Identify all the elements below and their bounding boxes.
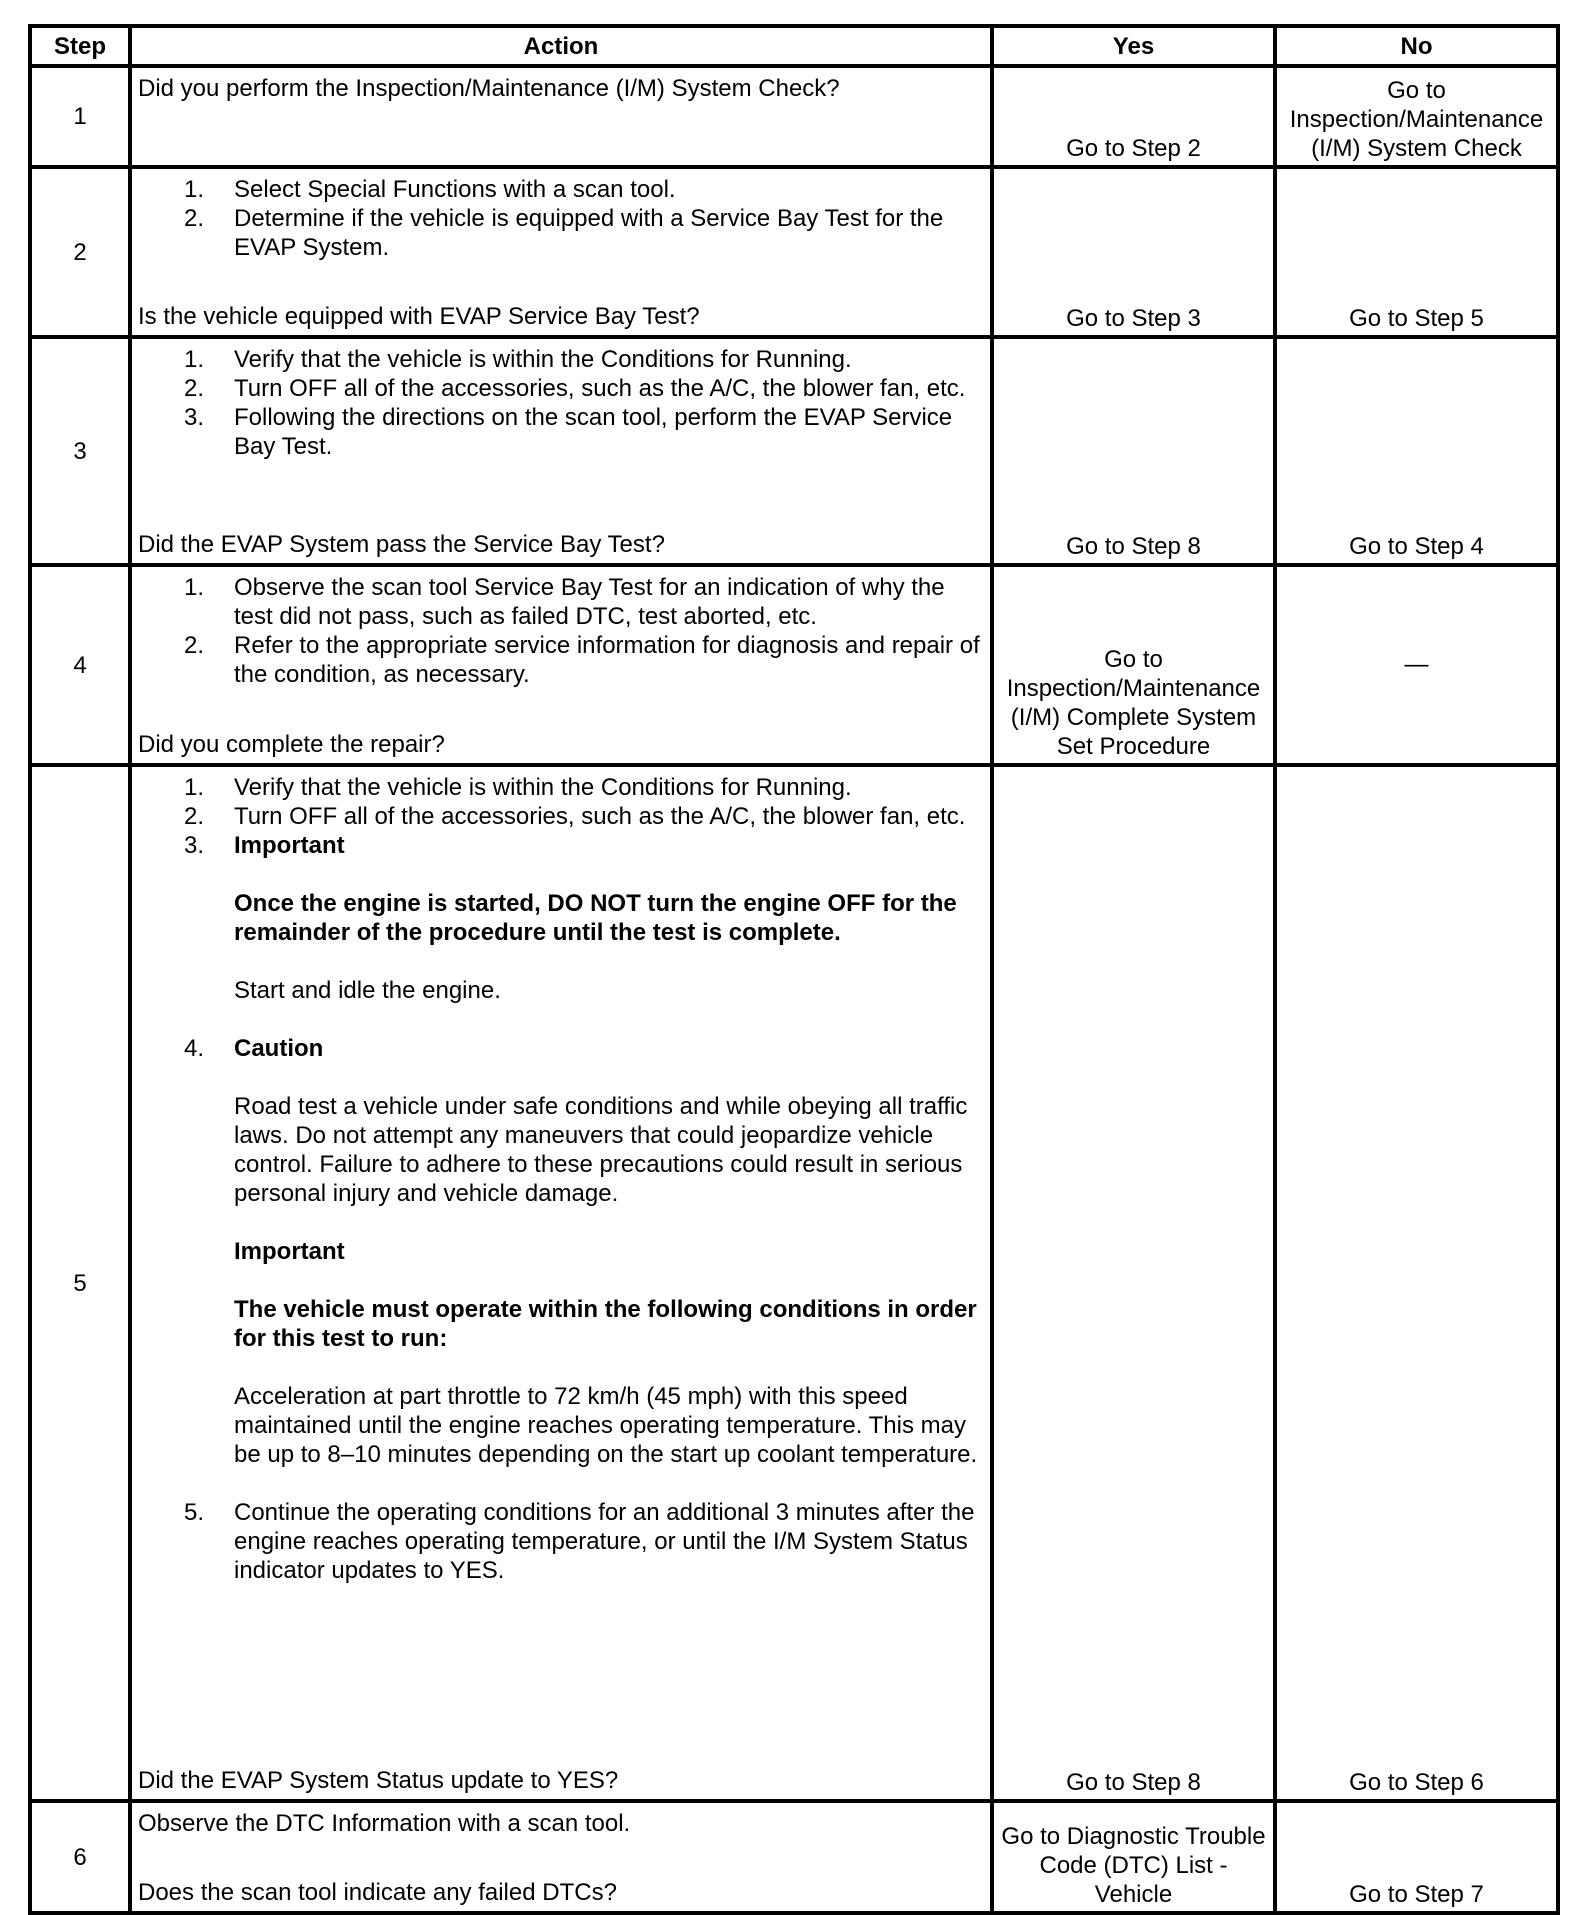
step-number: 2: [30, 167, 130, 337]
list-number: 3.: [184, 832, 205, 859]
list-text: Acceleration at part throttle to 72 km/h (45 mph) with this speed maintained until the engine reaches operating temperature. This may be up to 8–10 minutes depending on the start up coolant temperature.: [234, 1383, 978, 1468]
table-row: [30, 337, 1558, 565]
action-cell: [130, 66, 992, 167]
list-item: [138, 204, 986, 262]
important-warning: Once the engine is started, DO NOT turn the engine OFF for the remainder of the procedure until the test is complete.: [234, 890, 957, 946]
header-row: [30, 26, 1558, 66]
no-cell[interactable]: Go to Step 6: [1275, 765, 1558, 1801]
list-text: Determine if the vehicle is equipped with a Service Bay Test for the EVAP System.: [234, 205, 944, 261]
list-text: Continue the operating conditions for an additional 3 minutes after the engine reaches operating temperature, or until the I/M System Status indicator updates to YES.: [234, 1499, 975, 1584]
question-text: Did the EVAP System pass the Service Bay Test?: [138, 531, 665, 558]
list-text: Verify that the vehicle is within the Conditions for Running.: [234, 774, 852, 801]
list-number: 4.: [184, 1035, 205, 1062]
table-row: [30, 565, 1558, 765]
no-cell[interactable]: Go to Step 4: [1275, 337, 1558, 565]
action-list: [138, 345, 986, 461]
list-text: Turn OFF all of the accessories, such as the A/C, the blower fan, etc.: [234, 803, 966, 830]
table-row: [30, 765, 1558, 1801]
yes-cell[interactable]: Go to Step 2: [992, 66, 1275, 167]
list-item: [138, 773, 986, 802]
table-row: [30, 66, 1558, 167]
list-item: [138, 831, 986, 1034]
question-text: Did you complete the repair?: [138, 731, 445, 758]
action-list: [138, 175, 986, 262]
list-number: 5.: [184, 1499, 205, 1526]
list-item: [138, 175, 986, 204]
list-text: Turn OFF all of the accessories, such as the A/C, the blower fan, etc.: [234, 375, 966, 402]
diagnostic-table: [28, 24, 1560, 1915]
table-row: [30, 1801, 1558, 1913]
no-cell[interactable]: Go to Step 5: [1275, 167, 1558, 337]
list-number: 3.: [184, 404, 205, 431]
list-text: Select Special Functions with a scan tool.: [234, 176, 676, 203]
action-cell: [130, 337, 992, 565]
list-item: [138, 631, 986, 689]
yes-cell[interactable]: Go to Step 8: [992, 337, 1275, 565]
step-number: 6: [30, 1801, 130, 1913]
important-heading: Important: [234, 1238, 345, 1265]
table-row: [30, 167, 1558, 337]
action-cell: [130, 565, 992, 765]
header-yes: Yes: [992, 26, 1275, 66]
list-item: [138, 374, 986, 403]
list-number: 2.: [184, 375, 205, 402]
list-number: 1.: [184, 346, 205, 373]
step-number: 5: [30, 765, 130, 1801]
list-number: 2.: [184, 632, 205, 659]
yes-cell[interactable]: Go to Inspection/Maintenance (I/M) Complete System Set Procedure: [992, 565, 1275, 765]
action-list: [138, 773, 986, 1585]
list-item: [138, 1498, 986, 1585]
question-text: Did you perform the Inspection/Maintenance (I/M) System Check?: [138, 75, 840, 102]
caution-heading: Caution: [234, 1035, 324, 1062]
step-number: 1: [30, 66, 130, 167]
action-cell: [130, 1801, 992, 1913]
no-cell[interactable]: Go to Inspection/Maintenance (I/M) System Check: [1275, 66, 1558, 167]
header-step: Step: [30, 26, 130, 66]
list-item: [138, 403, 986, 461]
no-cell[interactable]: Go to Step 7: [1275, 1801, 1558, 1913]
header-action: Action: [130, 26, 992, 66]
step-number: 3: [30, 337, 130, 565]
list-number: 1.: [184, 176, 205, 203]
list-number: 1.: [184, 574, 205, 601]
question-text: Did the EVAP System Status update to YES?: [138, 1767, 619, 1794]
question-text: Is the vehicle equipped with EVAP Service Bay Test?: [138, 303, 700, 330]
list-text: Observe the scan tool Service Bay Test for an indication of why the test did not pass, such as failed DTC, test aborted, etc.: [234, 574, 945, 630]
important-heading: Important: [234, 832, 345, 859]
list-text: Verify that the vehicle is within the Conditions for Running.: [234, 346, 852, 373]
list-item: [138, 573, 986, 631]
list-item: [138, 1034, 986, 1498]
header-no: No: [1275, 26, 1558, 66]
list-text: Start and idle the engine.: [234, 977, 501, 1004]
list-number: 2.: [184, 205, 205, 232]
yes-cell[interactable]: Go to Step 8: [992, 765, 1275, 1801]
list-text: Refer to the appropriate service information for diagnosis and repair of the condition, as necessary.: [234, 632, 980, 688]
list-number: 1.: [184, 774, 205, 801]
yes-cell[interactable]: Go to Diagnostic Trouble Code (DTC) List - Vehicle: [992, 1801, 1275, 1913]
list-text: Following the directions on the scan tool, perform the EVAP Service Bay Test.: [234, 404, 953, 460]
question-text: Does the scan tool indicate any failed DTCs?: [138, 1879, 617, 1906]
action-cell: [130, 765, 992, 1801]
list-item: [138, 802, 986, 831]
action-cell: [130, 167, 992, 337]
action-text: Observe the DTC Information with a scan tool.: [138, 1810, 631, 1837]
step-number: 4: [30, 565, 130, 765]
list-item: [138, 345, 986, 374]
important-warning: The vehicle must operate within the following conditions in order for this test to run:: [234, 1296, 977, 1352]
list-number: 2.: [184, 803, 205, 830]
no-cell: —: [1275, 565, 1558, 765]
yes-cell[interactable]: Go to Step 3: [992, 167, 1275, 337]
action-list: [138, 573, 986, 689]
caution-text: Road test a vehicle under safe conditions and while obeying all traffic laws. Do not attempt any maneuvers that could jeopardize vehicle control. Failure to adhere to these precautions could result in serious personal injury and vehicle damage.: [234, 1093, 968, 1207]
